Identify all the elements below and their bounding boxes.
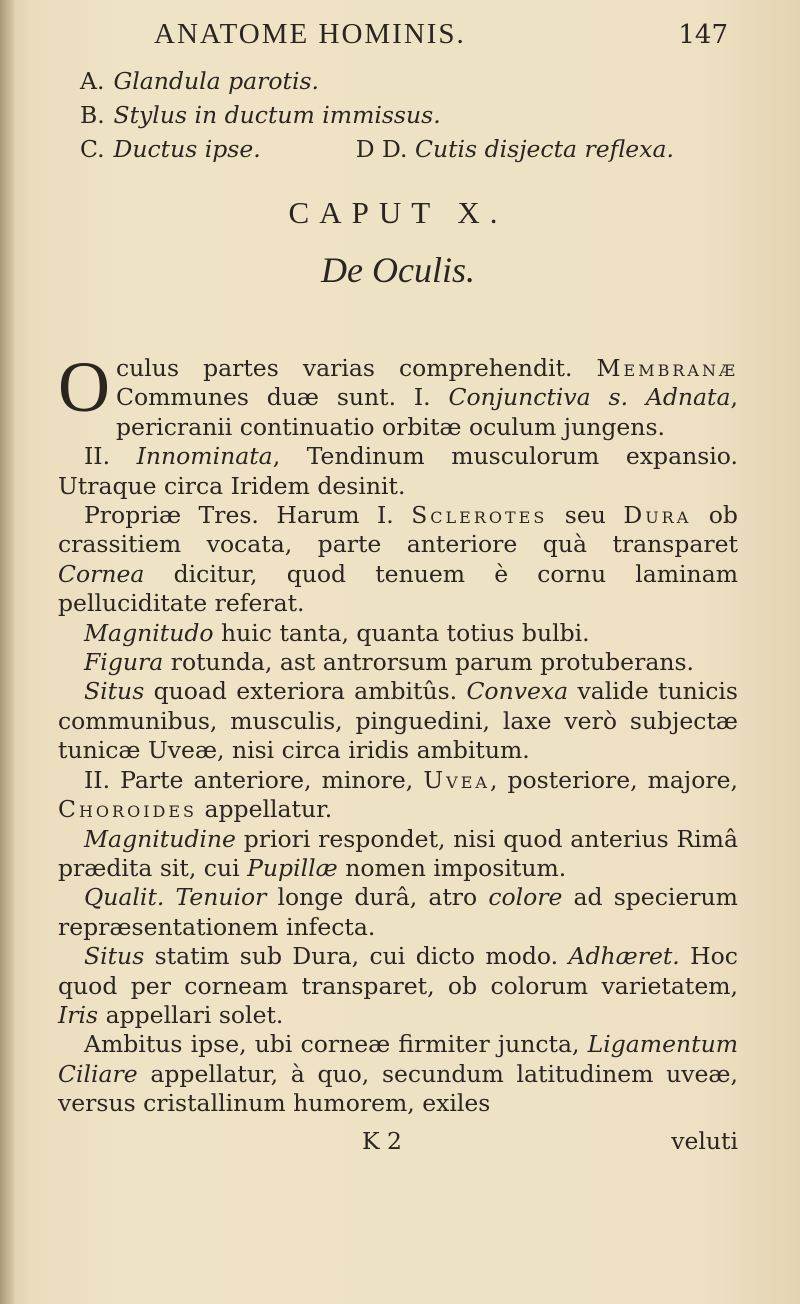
legend-label: C. [80,135,105,163]
text-run: Uvea [423,765,490,794]
text-run: Conjunctiva [448,383,591,412]
paragraph [58,648,738,677]
paragraph [58,825,738,884]
paragraph [58,501,738,619]
text-run: Propriæ Tres. Harum I. [84,501,394,530]
text-run: Sclerotes [411,501,548,530]
text-run: statim sub Dura, cui dicto modo. [154,942,559,971]
text-run: appellatur, à quo, secundum latitudinem uveæ, versus cristallinum humorem, exiles [58,1059,738,1118]
legend-text: Cutis disjecta reflexa. [414,135,674,163]
text-run: nomen impositum. [345,853,567,882]
signature-mark: K 2 [362,1126,402,1155]
text-run: priori respondet, nisi quod anterius Rimâ prædita sit, cui [58,824,738,882]
text-run: Membranæ [596,354,738,382]
figure-legend [58,64,738,166]
text-block [58,20,738,1156]
text-run: Pupillæ [247,853,338,882]
legend-label: A. [80,67,105,95]
running-title: ANATOME HOMINIS. [154,18,466,50]
running-head [58,20,738,64]
text-run: Iris [58,1000,99,1029]
drop-cap: O [58,347,110,427]
paragraph [58,883,738,942]
chapter-heading: CAPUT X. [288,195,508,230]
text-run: , posteriore, majore, [489,765,738,794]
text-run: II. [84,442,111,471]
legend-text: Stylus in ductum immissus. [113,101,441,129]
text-run: huic tanta, quanta totius bulbi. [221,618,590,647]
text-run: Convexa [466,677,569,706]
text-run: Situs [84,942,145,971]
text-run: seu [564,501,606,530]
text-run: colore [488,883,563,912]
text-run: Cornea [58,559,145,588]
text-run: ad specierum repræsentationem infecta. [58,883,738,941]
text-run: Qualit. Tenuior [84,883,267,912]
text-run: Choroides [58,795,198,824]
legend-text: Ductus ipse. [113,135,261,163]
text-run: Magnitudine [84,824,236,853]
text-run: , Tendinum musculorum expansio. Utraque circa Iridem desinit. [58,442,738,500]
legend-label: D D. [355,135,408,163]
text-run: Magnitudo [84,618,214,647]
page-number: 147 [678,20,728,50]
text-run: appellari solet. [105,1000,284,1029]
text-run: valide tunicis communibus, musculis, pinguedini, laxe verò subjectæ tunicæ Uveæ, nisi circa iridis ambitum. [58,677,738,765]
main-text [58,347,738,1119]
catchword: veluti [671,1126,738,1155]
text-run: Hoc quod per corneam transparet, ob colorum varietatem, [58,942,738,1000]
text-run: Adnata [645,383,731,412]
text-run: dicitur, quod tenuem è cornu laminam pelluciditate referat. [58,559,738,618]
paragraph [58,347,738,442]
text-run: ob crassitiem vocata, parte anteriore quà transparet [58,501,738,559]
text-run: II. Parte anteriore, minore, [84,765,414,794]
text-run: Situs [84,677,145,706]
text-run: longe durâ, atro [277,883,478,912]
legend-item [58,132,738,166]
text-run: quoad exteriora ambitûs. [153,677,458,706]
text-run: rotunda, ast antrorsum parum protuberans. [170,648,694,677]
paragraph [58,1030,738,1118]
text-run: Ambitus ipse, ubi corneæ firmiter juncta, [84,1030,580,1059]
paragraph [58,677,738,765]
text-run: Communes duæ sunt. I. [116,383,431,412]
paragraph [58,619,738,648]
text-run: s. [608,383,629,412]
text-run: Adhæret. [568,942,680,971]
legend-text: Glandula parotis. [113,67,320,95]
paragraph [58,442,738,501]
page-footer [58,1127,738,1156]
text-run: culus partes varias comprehendit. [116,354,573,382]
legend-label: B. [80,101,105,129]
paragraph [58,766,738,825]
text-run: appellatur. [204,795,333,824]
text-run: Innominata [136,442,273,471]
paragraph [58,942,738,1030]
page-gutter [0,0,14,1304]
legend-item [58,98,738,132]
legend-item [58,64,738,98]
text-run: Dura [623,501,692,530]
text-run: Ligamentum Ciliare [58,1030,738,1088]
text-run: , pericranii continuatio orbitæ oculum jungens. [116,383,738,441]
text-run: Figura [84,648,164,677]
section-title: De Oculis. [321,250,475,290]
